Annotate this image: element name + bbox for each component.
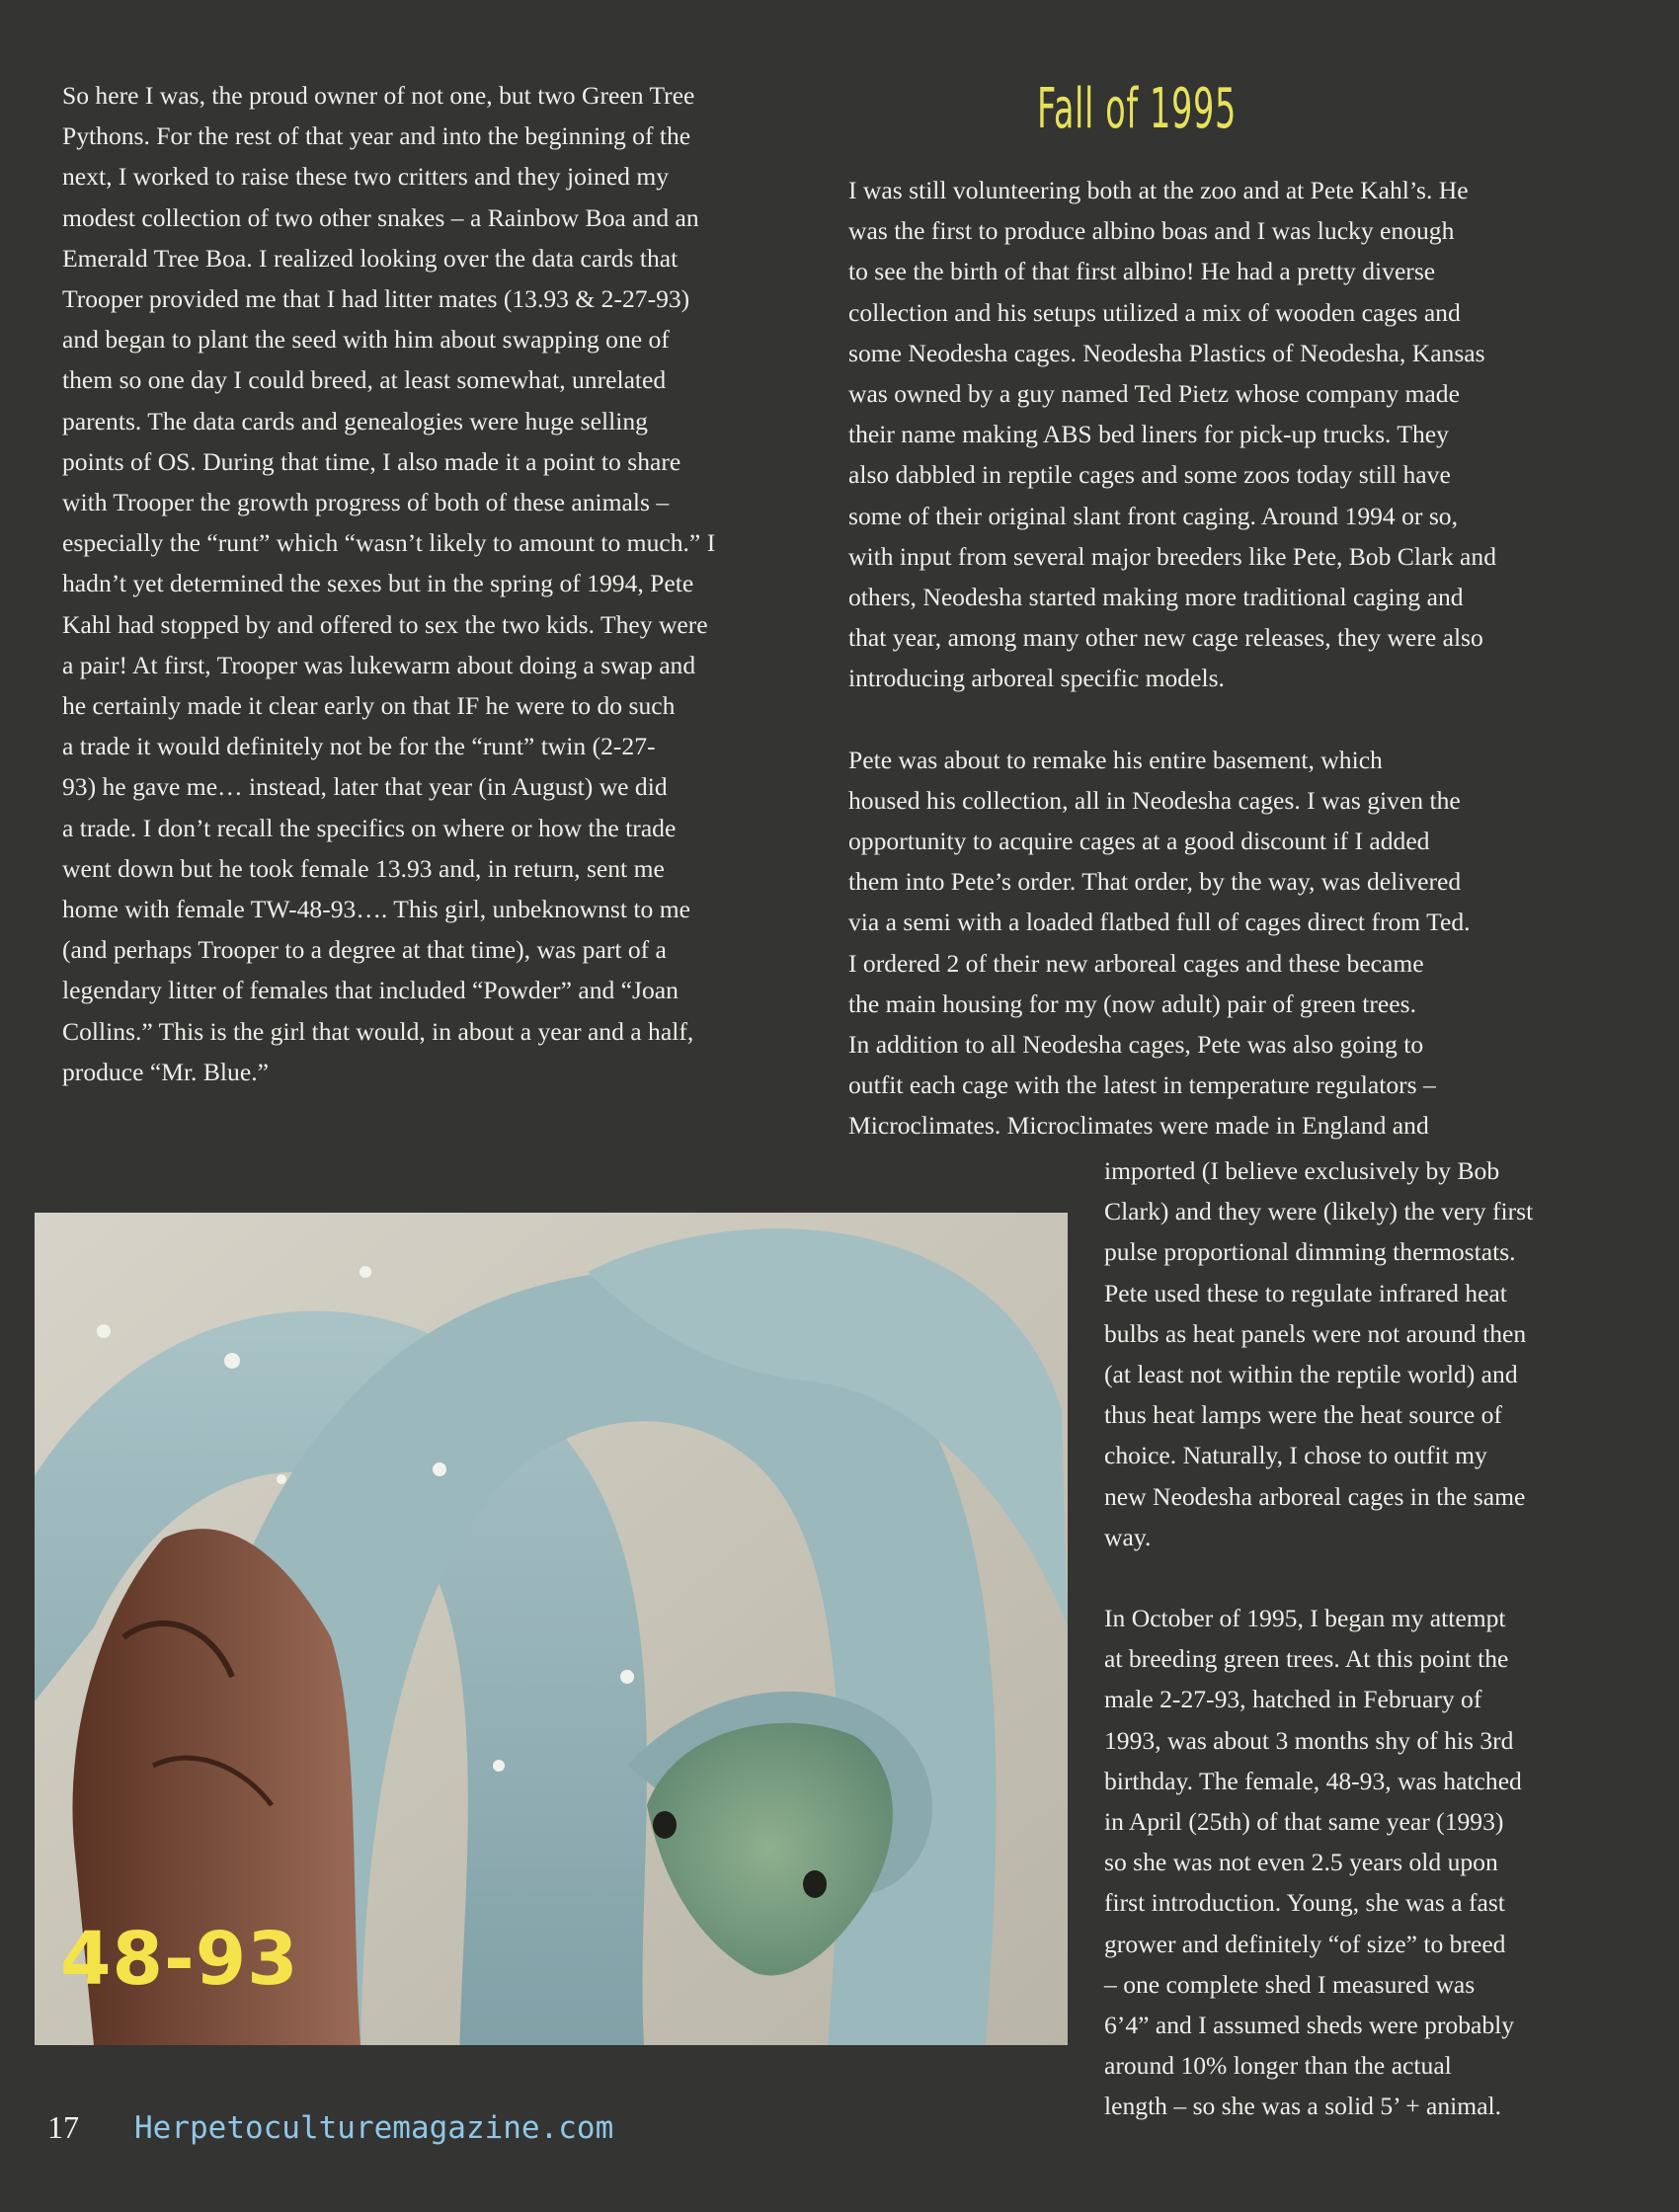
text-line: So here I was, the proud owner of not one, but two Green Tree [62, 81, 695, 110]
text-line: collection and his setups utilized a mix of wooden cages and [848, 297, 1461, 327]
text-line: 93) he gave me… instead, later that year (in August) we did [62, 772, 668, 802]
text-line: that year, among many other new cage releases, they were also [848, 623, 1483, 653]
text-line: Pete was about to remake his entire basement, which [848, 745, 1383, 774]
text-line: was the first to produce albino boas and I was lucky enough [848, 216, 1455, 246]
left-column [62, 75, 715, 1092]
text-line: was owned by a guy named Ted Pietz whose company made [848, 379, 1460, 409]
text-line: way. [1104, 1522, 1152, 1551]
right-column-bottom [1104, 1150, 1533, 2127]
text-line: parents. The data cards and genealogies were huge selling [62, 406, 648, 435]
text-line: with input from several major breeders like Pete, Bob Clark and [848, 541, 1497, 571]
text-line: produce “Mr. Blue.” [62, 1057, 269, 1086]
text-line: and began to plant the seed with him about swapping one of [62, 325, 670, 355]
text-line: a trade it would definitely not be for the “runt” twin (2-27- [62, 732, 656, 761]
paragraph-breeding [1104, 1598, 1533, 2127]
text-line: 1993, was about 3 months shy of his 3rd [1104, 1725, 1514, 1755]
text-line: others, Neodesha started making more traditional caging and [848, 583, 1464, 612]
text-line: Microclimates. Microclimates were made in England and [848, 1111, 1429, 1141]
section-heading: Fall of 1995 [1037, 77, 1237, 141]
footer [47, 2107, 613, 2148]
snake-photo [35, 1213, 1068, 2045]
text-line: opportunity to acquire cages at a good discount if I added [848, 827, 1430, 856]
text-line: legendary litter of females that included “Powder” and “Joan [62, 976, 679, 1005]
text-line: also dabbled in reptile cages and some zoos today still have [848, 460, 1451, 490]
text-line: – one complete shed I measured was [1104, 1969, 1476, 1999]
paragraph-basement [848, 740, 1496, 1146]
text-line: points of OS. During that time, I also made it a point to share [62, 446, 681, 476]
text-line: pulse proportional dimming thermostats. [1104, 1237, 1516, 1267]
text-line: around 10% longer than the actual [1104, 2051, 1452, 2081]
text-line: grower and definitely “of size” to breed [1104, 1929, 1506, 1958]
text-line: via a semi with a loaded flatbed full of cages direct from Ted. [848, 908, 1471, 937]
text-line: to see the birth of that first albino! He had a pretty diverse [848, 257, 1436, 286]
text-line: In addition to all Neodesha cages, Pete was also going to [848, 1030, 1424, 1060]
text-line: their name making ABS bed liners for pick-up trucks. They [848, 420, 1449, 449]
website-url: Herpetoculturemagazine.com [134, 2110, 614, 2146]
paragraph-basement-continued [1104, 1150, 1533, 1557]
text-line: some of their original slant front caging. Around 1994 or so, [848, 501, 1458, 530]
text-line: (and perhaps Trooper to a degree at that time), was part of a [62, 935, 667, 965]
text-line: bulbs as heat panels were not around then [1104, 1318, 1527, 1348]
text-line: length – so she was a solid 5’ + animal. [1104, 2092, 1502, 2121]
photo-label: 48-93 [60, 1917, 299, 2002]
text-line: birthday. The female, 48-93, was hatched [1104, 1766, 1522, 1795]
right-column-top [848, 170, 1496, 1146]
text-line: hadn’t yet determined the sexes but in the spring of 1994, Pete [62, 569, 694, 598]
text-line: male 2-27-93, hatched in February of [1104, 1685, 1482, 1714]
paragraph-cages [848, 170, 1496, 699]
text-line: he certainly made it clear early on that IF he were to do such [62, 691, 676, 721]
text-line: a trade. I don’t recall the specifics on where or how the trade [62, 813, 677, 842]
text-line: 6’4” and I assumed sheds were probably [1104, 2011, 1515, 2040]
text-line: Trooper provided me that I had litter mates (13.93 & 2-27-93) [62, 284, 690, 314]
text-line: thus heat lamps were the heat source of [1104, 1400, 1502, 1430]
text-line: Collins.” This is the girl that would, in about a year and a half, [62, 1016, 694, 1046]
text-line: Pete used these to regulate infrared heat [1104, 1278, 1507, 1307]
text-line: went down but he took female 13.93 and, in return, sent me [62, 853, 665, 883]
text-line: home with female TW-48-93…. This girl, unbeknownst to me [62, 895, 690, 924]
text-line: (at least not within the reptile world) and [1104, 1360, 1518, 1389]
text-line: the main housing for my (now adult) pair of green trees. [848, 988, 1416, 1018]
text-line: new Neodesha arboreal cages in the same [1104, 1481, 1526, 1511]
text-line: a pair! At first, Trooper was lukewarm about doing a swap and [62, 650, 696, 679]
text-line: imported (I believe exclusively by Bob [1104, 1156, 1500, 1185]
text-line: Clark) and they were (likely) the very first [1104, 1197, 1534, 1226]
text-line: choice. Naturally, I chose to outfit my [1104, 1441, 1487, 1470]
text-line: Pythons. For the rest of that year and into the beginning of the [62, 121, 691, 151]
text-line: I was still volunteering both at the zoo and at Pete Kahl’s. He [848, 176, 1469, 204]
text-line: modest collection of two other snakes – a Rainbow Boa and an [62, 202, 699, 232]
text-line: In October of 1995, I began my attempt [1104, 1604, 1506, 1633]
text-line: Emerald Tree Boa. I realized looking over the data cards that [62, 243, 679, 273]
text-line: housed his collection, all in Neodesha cages. I was given the [848, 785, 1461, 815]
text-line: next, I worked to raise these two critters and they joined my [62, 162, 670, 192]
text-line: with Trooper the growth progress of both of these animals – [62, 488, 670, 517]
text-line: so she was not even 2.5 years old upon [1104, 1848, 1498, 1877]
text-line: some Neodesha cages. Neodesha Plastics of Neodesha, Kansas [848, 338, 1485, 367]
text-line: I ordered 2 of their new arboreal cages and these became [848, 948, 1424, 978]
page-number: 17 [47, 2109, 79, 2145]
text-line: Kahl had stopped by and offered to sex the two kids. They were [62, 609, 708, 639]
text-line: at breeding green trees. At this point the [1104, 1644, 1509, 1674]
text-line: first introduction. Young, she was a fast [1104, 1888, 1505, 1918]
text-line: in April (25th) of that same year (1993) [1104, 1807, 1504, 1837]
text-line: them so one day I could breed, at least somewhat, unrelated [62, 365, 667, 395]
text-line: them into Pete’s order. That order, by the way, was delivered [848, 867, 1462, 897]
text-line: especially the “runt” which “wasn’t likely to amount to much.” I [62, 528, 716, 558]
text-line: introducing arboreal specific models. [848, 664, 1225, 693]
text-line: outfit each cage with the latest in temperature regulators – [848, 1070, 1436, 1100]
